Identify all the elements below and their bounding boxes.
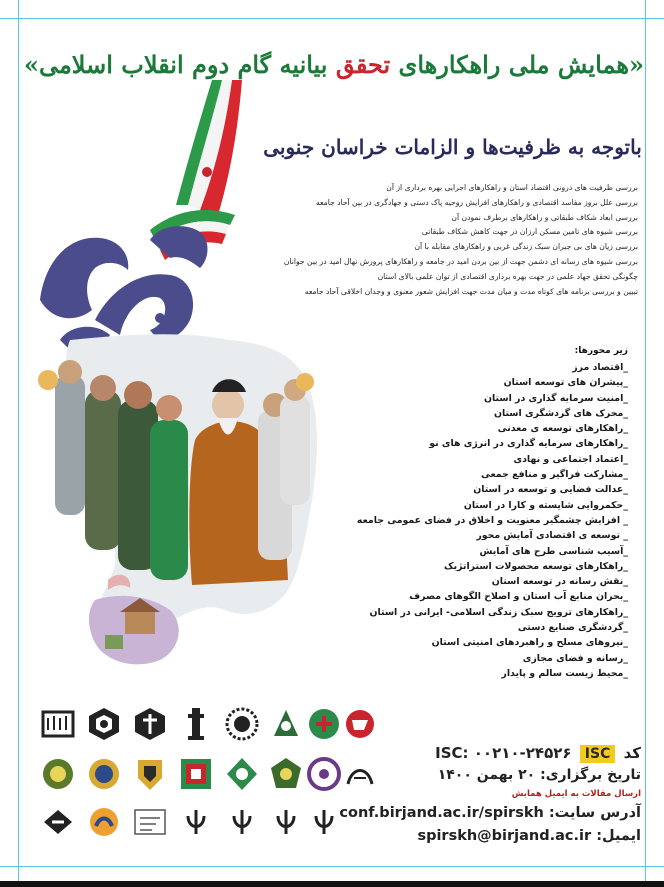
- topic-item: چگونگی تحقق جهاد علمی در جهت بهره برداری اقتصادی از توان علمی بالای استان: [377, 271, 638, 281]
- axis-item: _اعتماد اجتماعی و نهادی: [513, 453, 628, 465]
- axis-item: _پیشران های توسعه استان: [503, 377, 628, 389]
- sponsor-logo-icon: [306, 804, 342, 840]
- axis-item: _رسانه و فضای مجازی: [522, 652, 628, 664]
- sponsor-logo-icon: [178, 756, 214, 792]
- sponsor-logo-icon: [132, 706, 168, 742]
- email-line: [345, 825, 641, 848]
- sponsor-logo-icon: [268, 706, 304, 742]
- axis-item: _محرک های گردشگری استان: [493, 407, 628, 419]
- sponsor-logo-icon: [40, 706, 76, 742]
- axis-item: _نقش رسانه در توسعه استان: [491, 576, 628, 588]
- topic-item: بررسی شیوه های رسانه ای دشمن جهت از بین بردن امید در جامعه و راهکارهای پرورش نهال امید در بین جوانان: [283, 256, 638, 266]
- axis-item: _راهکارهای ترویج سبک زندگی اسلامی- ایرانی در استان: [369, 606, 628, 618]
- sponsor-logo-icon: [306, 706, 342, 742]
- sponsor-logo-icon: [268, 804, 304, 840]
- sponsor-logos: [40, 706, 370, 846]
- topic-item: تبیین و بررسی برنامه های کوتاه مدت و میان مدت جهت افزایش شعور معنوی و وجدان اخلاقی آحاد جامعه: [304, 286, 638, 296]
- axis-item: _بحران منابع آب استان و اصلاح الگوهای مصرف: [409, 591, 628, 603]
- sponsor-logo-icon: [224, 804, 260, 840]
- website-line: [339, 802, 641, 825]
- website-url[interactable]: conf.birjand.ac.ir/spirskh: [339, 805, 544, 821]
- email-address[interactable]: spirskh@birjand.ac.ir: [417, 828, 592, 844]
- axis-item: _ توسعه ی اقتصادی آمایش محور: [476, 530, 628, 542]
- axis-item: _آسیب شناسی طرح های آمایش: [479, 545, 628, 557]
- axis-item: _راهکارهای سرمایه گذاری در انرژی های نو: [429, 438, 628, 450]
- topic-item: بررسی ظرفیت های درونی اقتصاد استان و راهکارهای اجرایی بهره برداری از آن: [386, 183, 638, 192]
- sponsor-logo-icon: [40, 756, 76, 792]
- isc-code-line: [345, 742, 641, 764]
- iran-emblem-icon: [202, 167, 212, 177]
- axis-item: _راهکارهای توسعه محصولات استراتژیک: [443, 560, 628, 572]
- title-part1: «همایش ملی راهکارهای: [398, 50, 644, 79]
- email-label: ایمیل:: [596, 828, 641, 844]
- sponsor-logo-icon: [132, 756, 168, 792]
- axis-item: _راهکارهای توسعه ی معدنی: [497, 423, 628, 435]
- sub-axes-list: [356, 360, 628, 681]
- submission-note: ارسال مقالات به ایمیل همایش: [511, 789, 641, 799]
- sponsor-logo-icon: [132, 804, 168, 840]
- topic-item: بررسی علل بروز مفاسد اقتصادی و راهکارهای افزایش روحیه پاک دستی و جهادگری در بین آحاد جامعه: [315, 197, 638, 207]
- main-topics-list: [218, 181, 638, 299]
- title-part3: بیانیه گام دوم انقلاب اسلامی»: [23, 50, 328, 79]
- sponsor-logo-icon: [342, 706, 378, 742]
- sponsor-logo-icon: [268, 756, 304, 792]
- axis-item: _گردشگری صنایع دستی: [517, 622, 628, 634]
- gam-dovom-calligraphy: [40, 226, 208, 350]
- title-part2: تحقق: [335, 50, 391, 79]
- topic-item: بررسی ابعاد شکاف طبقاتی و راهکارهای برطرف نمودن آن: [451, 212, 638, 222]
- sponsor-logo-icon: [306, 756, 342, 792]
- axis-item: _محیط زیست سالم و پایدار: [501, 667, 628, 679]
- axis-item: _مشارکت فراگیر و منافع جمعی: [480, 469, 628, 481]
- topic-item: بررسی شیوه های تامین مسکن ارزان در جهت کاهش شکاف طبقاتی: [421, 227, 638, 237]
- sponsor-logo-icon: [40, 804, 76, 840]
- sponsor-logo-icon: [178, 804, 214, 840]
- axis-item: _ افزایش چشمگیر معنویت و اخلاق در فضای عمومی جامعه: [356, 514, 628, 526]
- axis-item: _حکمروایی شایسته و کارا در استان: [463, 499, 628, 511]
- sub-axes-heading: زیر محورها:: [574, 346, 628, 356]
- axis-item: _اقتصاد مرز: [572, 362, 628, 373]
- isc-code: ISC: ۰۰۲۱۰-۲۴۵۲۶: [435, 744, 572, 762]
- code-label: کد: [623, 744, 641, 762]
- sponsor-logo-icon: [178, 706, 214, 742]
- axis-item: _نیروهای مسلح و راهبردهای امنیتی استان: [431, 637, 628, 649]
- website-label: آدرس سایت:: [548, 805, 641, 821]
- topic-item: بررسی زیان های بی جبران سبک زندگی غربی و راهکارهای مقابله با آن: [414, 242, 638, 252]
- axis-item: _امنیت سرمایه گذاری در استان: [484, 392, 628, 404]
- conference-title: [23, 50, 644, 79]
- sponsor-logo-icon: [224, 756, 260, 792]
- event-date: تاریخ برگزاری: ۲۰ بهمن ۱۴۰۰: [437, 767, 641, 783]
- isc-badge: ISC: [580, 745, 616, 763]
- sponsor-logo-icon: [86, 804, 122, 840]
- sponsor-logo-icon: [224, 706, 260, 742]
- sponsor-logo-icon: [86, 706, 122, 742]
- conference-info: [339, 742, 641, 848]
- conference-subtitle: باتوجه به ظرفیت‌ها و الزامات خراسان جنوبی: [263, 135, 642, 159]
- axis-item: _عدالت فضایی و توسعه در استان: [473, 484, 628, 496]
- sponsor-logo-icon: [86, 756, 122, 792]
